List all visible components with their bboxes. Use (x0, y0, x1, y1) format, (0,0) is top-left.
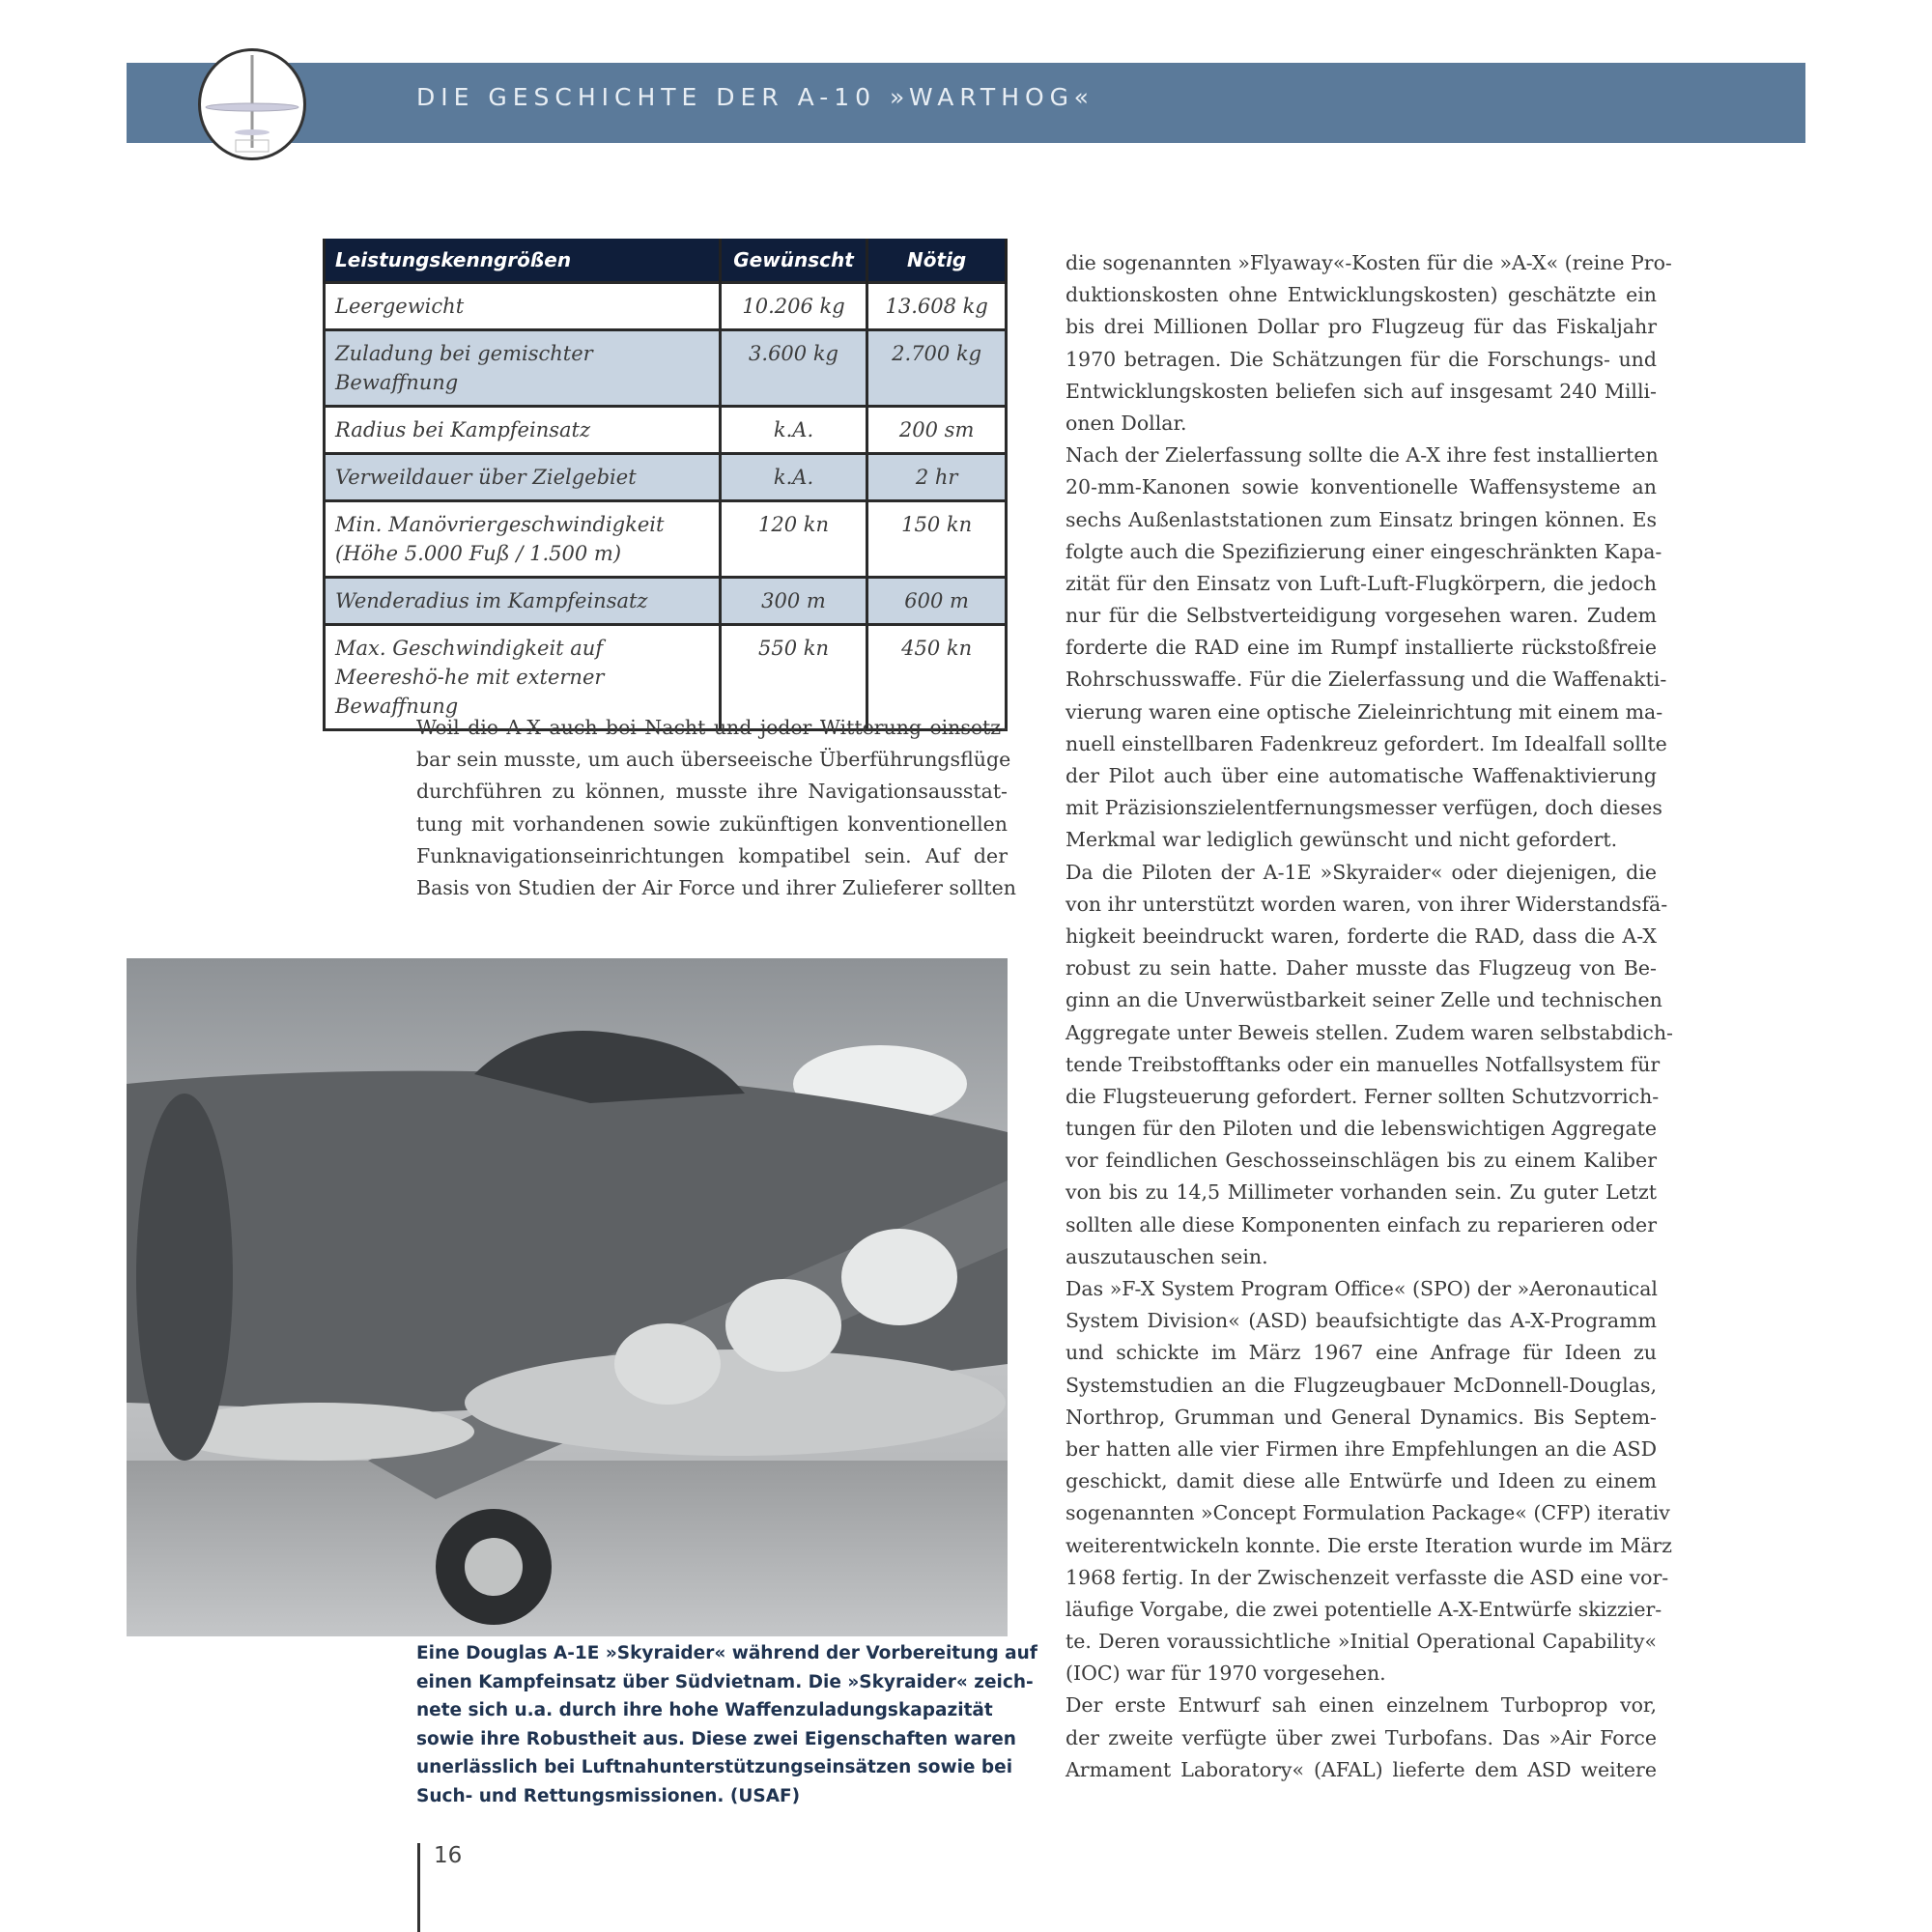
text-line: Entwicklungskosten beliefen sich auf insgesamt 240 Milli- (1065, 379, 1657, 403)
row-label: Zuladung bei gemischter Bewaffnung (325, 330, 721, 407)
required-value: 13.608 kg (867, 283, 1007, 330)
right-column-text (1065, 247, 1673, 1786)
text-line: Northrop, Grumman und General Dynamics. Bis Septem- (1065, 1405, 1657, 1429)
text-line: die Flugsteuerung gefordert. Ferner sollten Schutzvorrich- (1065, 1084, 1660, 1108)
text-line: System Division« (ASD) beaufsichtigte das A-X-Programm (1065, 1309, 1657, 1333)
text-line: Nach der Zielerfassung sollte die A-X ihre fest installierten (1065, 443, 1659, 468)
text-line: sowie ihre Robustheit aus. Diese zwei Eigenschaften waren (416, 1728, 1016, 1749)
text-line: zität für den Einsatz von Luft-Luft-Flugkörpern, die jedoch (1065, 571, 1657, 595)
text-line: sollten alle diese Komponenten einfach zu reparieren oder (1065, 1212, 1657, 1236)
text-line: nuell einstellbaren Fadenkreuz gefordert. Im Idealfall sollte (1065, 731, 1667, 755)
table-row (325, 501, 1007, 578)
text-line: ber hatten alle vier Firmen ihre Empfehlungen an die ASD (1065, 1436, 1657, 1461)
skyraider-photo (127, 958, 1008, 1636)
text-line: bis drei Millionen Dollar pro Flugzeug für das Fiskaljahr (1065, 315, 1657, 339)
desired-value: 120 kn (720, 501, 867, 578)
text-line: und schickte im März 1967 eine Anfrage für Ideen zu (1065, 1341, 1657, 1365)
text-line: einen Kampfeinsatz über Südvietnam. Die »Skyraider« zeich- (416, 1671, 1034, 1692)
text-line: von ihr unterstützt worden waren, von ihrer Widerstandsfä- (1065, 892, 1668, 916)
aircraft-logo-icon (198, 48, 306, 160)
text-line: Weil die A-X auch bei Nacht und jeder Witterung einsetz- (416, 716, 1008, 739)
table-header-row (325, 239, 1007, 283)
text-line: Der erste Entwurf sah einen einzelnem Turboprop vor, (1065, 1693, 1657, 1718)
page-number: 16 (434, 1843, 463, 1868)
text-line: Das »F-X System Program Office« (SPO) der »Aeronautical (1065, 1277, 1658, 1300)
text-line: auszutauschen sein. (1065, 1244, 1268, 1268)
text-line: tende Treibstofftanks oder ein manuelles Notfallsystem für (1065, 1052, 1661, 1076)
text-line: sogenannten »Concept Formulation Package« (CFP) iterativ (1065, 1501, 1670, 1525)
row-label: Max. Geschwindigkeit auf Meereshö-he mit externer Bewaffnung (325, 625, 721, 730)
required-value: 600 m (867, 578, 1007, 625)
desired-value: 10.206 kg (720, 283, 867, 330)
text-line: der Pilot auch über eine automatische Waffenaktivierung (1065, 764, 1657, 787)
required-value: 150 kn (867, 501, 1007, 578)
text-line: robust zu sein hatte. Daher musste das Flugzeug von Be- (1065, 956, 1657, 980)
text-line: Aggregate unter Beweis stellen. Zudem waren selbstabdich- (1065, 1020, 1673, 1044)
text-line: sechs Außenlaststationen zum Einsatz bringen können. Es (1065, 507, 1657, 531)
required-value: 200 sm (867, 407, 1007, 454)
text-line: Systemstudien an die Flugzeugbauer McDonnell-Douglas, (1065, 1373, 1657, 1397)
text-line: nur für die Selbstverteidigung vorgesehen waren. Zudem (1065, 604, 1657, 628)
text-line: Armament Laboratory« (AFAL) lieferte dem ASD weitere (1065, 1757, 1657, 1781)
text-line: vierung waren eine optische Zieleinrichtung mit einem ma- (1065, 699, 1663, 724)
text-line: läufige Vorgabe, die zwei potentielle A-X-Entwürfe skizzier- (1065, 1597, 1662, 1621)
text-line: die sogenannten »Flyaway«-Kosten für die »A-X« (reine Pro- (1065, 251, 1672, 274)
page-number-rule (417, 1843, 420, 1932)
text-line: Such- und Rettungsmissionen. (USAF) (416, 1785, 801, 1806)
text-line: folgte auch die Spezifizierung einer eingeschränkten Kapa- (1065, 539, 1662, 563)
required-value: 2.700 kg (867, 330, 1007, 407)
row-label: Wenderadius im Kampfeinsatz (325, 578, 721, 625)
text-line: Funknavigationseinrichtungen kompatibel sein. Auf der (416, 843, 1008, 867)
text-line: duktionskosten ohne Entwicklungskosten) geschätzte ein (1065, 283, 1657, 307)
table-row (325, 330, 1007, 407)
text-line: weiterentwickeln konnte. Die erste Iteration wurde im März (1065, 1533, 1672, 1557)
text-line: 1968 fertig. In der Zwischenzeit verfasste die ASD eine vor- (1065, 1565, 1669, 1589)
text-line: Basis von Studien der Air Force und ihrer Zulieferer sollten (416, 875, 1016, 899)
text-line: tungen für den Piloten und die lebenswichtigen Aggregate (1065, 1117, 1657, 1141)
text-line: geschickt, damit diese alle Entwürfe und Ideen zu einem (1065, 1469, 1657, 1493)
desired-value: k.A. (720, 454, 867, 501)
text-line: 1970 betragen. Die Schätzungen für die Forschungs- und (1065, 347, 1657, 371)
text-line: tung mit vorhandenen sowie zukünftigen konventionellen (416, 811, 1008, 836)
text-line: onen Dollar. (1065, 411, 1187, 435)
text-line: unerlässlich bei Luftnahunterstützungseinsätzen sowie bei (416, 1757, 1013, 1777)
row-label: Leergewicht (325, 283, 721, 330)
text-line: mit Präzisionszielentfernungsmesser verfügen, doch dieses (1065, 796, 1662, 820)
table-row (325, 283, 1007, 330)
running-header-title: DIE GESCHICHTE DER A-10 »WARTHOG« (416, 83, 1094, 111)
required-value: 450 kn (867, 625, 1007, 730)
photo-caption (416, 1639, 1037, 1810)
row-label: Min. Manövriergeschwindigkeit (Höhe 5.000 Fuß / 1.500 m) (325, 501, 721, 578)
desired-value: 550 kn (720, 625, 867, 730)
text-line: bar sein musste, um auch überseeische Überführungsflüge (416, 748, 1011, 772)
table-row (325, 407, 1007, 454)
text-line: (IOC) war für 1970 vorgesehen. (1065, 1662, 1386, 1686)
text-line: forderte die RAD eine im Rumpf installierte rückstoßfreie (1065, 636, 1657, 660)
text-line: 20-mm-Kanonen sowie konventionelle Waffensysteme an (1065, 475, 1657, 499)
desired-value: 3.600 kg (720, 330, 867, 407)
text-line: Eine Douglas A-1E »Skyraider« während der Vorbereitung auf (416, 1643, 1037, 1663)
required-value: 2 hr (867, 454, 1007, 501)
text-line: Merkmal war lediglich gewünscht und nicht gefordert. (1065, 828, 1618, 852)
text-line: ginn an die Unverwüstbarkeit seiner Zelle und technischen (1065, 988, 1662, 1012)
row-label: Verweildauer über Zielgebiet (325, 454, 721, 501)
text-line: von bis zu 14,5 Millimeter vorhanden sein. Zu guter Letzt (1065, 1180, 1657, 1205)
column-header: Leistungskenngrößen (325, 239, 721, 283)
row-label: Radius bei Kampfeinsatz (325, 407, 721, 454)
text-line: Da die Piloten der A-1E »Skyraider« oder diejenigen, die (1065, 860, 1657, 884)
table-row (325, 454, 1007, 501)
text-line: durchführen zu können, musste ihre Navigationsausstat- (416, 780, 1008, 804)
performance-table (323, 239, 1008, 731)
column-header: Gewünscht (720, 239, 867, 283)
text-line: nete sich u.a. durch ihre hohe Waffenzuladungskapazität (416, 1700, 993, 1720)
desired-value: 300 m (720, 578, 867, 625)
column-header: Nötig (867, 239, 1007, 283)
text-line: te. Deren voraussichtliche »Initial Operational Capability« (1065, 1630, 1657, 1654)
text-line: higkeit beeindruckt waren, forderte die RAD, dass die A-X (1065, 923, 1657, 948)
left-column-text (416, 712, 1016, 904)
table-row (325, 578, 1007, 625)
text-line: der zweite verfügte über zwei Turbofans. Das »Air Force (1065, 1725, 1657, 1749)
text-line: Rohrschusswaffe. Für die Zielerfassung und die Waffenakti- (1065, 668, 1667, 692)
desired-value: k.A. (720, 407, 867, 454)
text-line: vor feindlichen Geschosseinschlägen bis zu einem Kaliber (1065, 1149, 1657, 1173)
